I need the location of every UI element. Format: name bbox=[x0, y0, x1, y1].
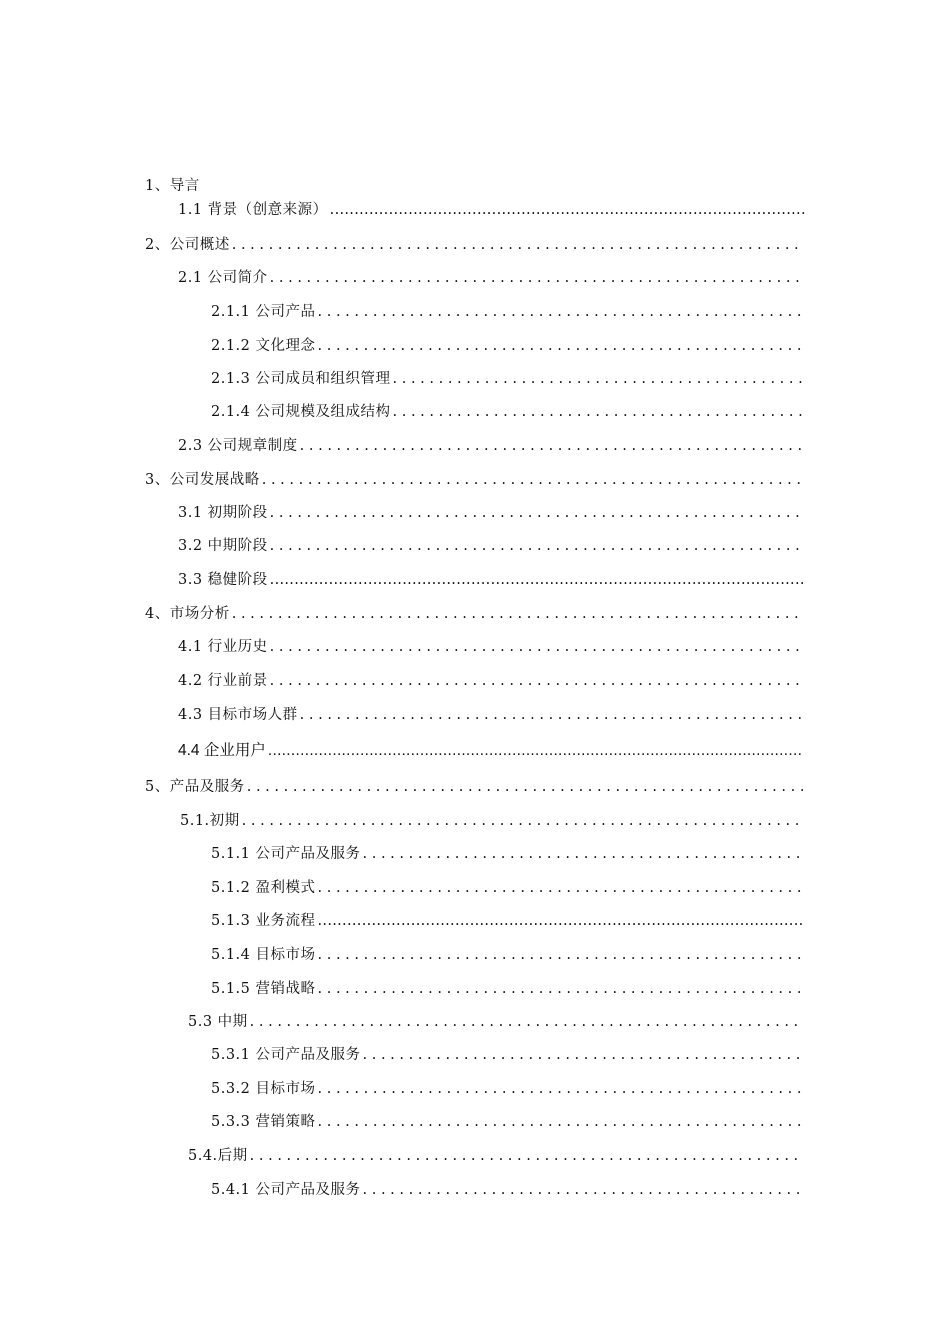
toc-entry[interactable] bbox=[178, 201, 807, 219]
toc-entry[interactable] bbox=[211, 1080, 803, 1098]
toc-entry[interactable] bbox=[211, 303, 803, 321]
toc-entry-label: 2、公司概述 bbox=[145, 237, 230, 253]
toc-entry-label: 5.1.初期 bbox=[180, 813, 240, 829]
toc-entry-label: 1.1 背景（创意来源） bbox=[178, 202, 328, 218]
toc-entry-label: 2.1 公司简介 bbox=[178, 270, 268, 286]
toc-entry[interactable] bbox=[180, 812, 803, 830]
toc-entry-label: 2.1.4 公司规模及组成结构 bbox=[211, 404, 391, 420]
toc-entry-label: 4.4 企业用户 bbox=[178, 742, 266, 759]
toc-entry-label: 5.3.3 营销策略 bbox=[211, 1114, 316, 1130]
toc-leader bbox=[300, 437, 803, 455]
toc-leader bbox=[318, 303, 803, 321]
toc-entry[interactable] bbox=[211, 946, 803, 964]
toc-entry[interactable] bbox=[178, 638, 803, 656]
toc-leader bbox=[270, 269, 803, 287]
toc-entry-label: 4.1 行业历史 bbox=[178, 639, 268, 655]
toc-entry[interactable] bbox=[211, 912, 803, 930]
toc-entry[interactable] bbox=[211, 337, 803, 355]
toc-entry[interactable] bbox=[178, 504, 803, 522]
toc-leader bbox=[318, 337, 803, 355]
toc-leader bbox=[250, 1013, 803, 1031]
toc-leader bbox=[247, 778, 803, 796]
toc-entry-label: 5.3.1 公司产品及服务 bbox=[211, 1047, 361, 1063]
toc-leader bbox=[363, 1046, 803, 1064]
toc-entry-label: 2.3 公司规章制度 bbox=[178, 438, 298, 454]
toc-entry-label: 5.1.1 公司产品及服务 bbox=[211, 846, 361, 862]
toc-entry-label: 4.3 目标市场人群 bbox=[178, 707, 298, 723]
toc-entry[interactable] bbox=[178, 742, 803, 760]
toc-entry-label: 5.1.2 盈利模式 bbox=[211, 880, 316, 896]
toc-entry[interactable] bbox=[145, 471, 803, 489]
toc-entry[interactable] bbox=[211, 1181, 803, 1199]
toc-entry[interactable] bbox=[211, 403, 803, 421]
toc-entry-label: 5.1.4 目标市场 bbox=[211, 947, 316, 963]
toc-entry-label: 3.3 稳健阶段 bbox=[178, 572, 268, 588]
toc-leader bbox=[318, 946, 803, 964]
toc-entry-label: 3.1 初期阶段 bbox=[178, 505, 268, 521]
toc-entry-label: 5.3.2 目标市场 bbox=[211, 1081, 316, 1097]
toc-entry-label: 4.2 行业前景 bbox=[178, 673, 268, 689]
toc-leader bbox=[393, 403, 803, 421]
toc-leader bbox=[270, 638, 803, 656]
toc-entry-label: 2.1.3 公司成员和组织管理 bbox=[211, 371, 391, 387]
toc-entry-label: 5.4.1 公司产品及服务 bbox=[211, 1182, 361, 1198]
toc-heading-intro: 1、导言 bbox=[145, 178, 200, 194]
toc-leader bbox=[318, 1113, 803, 1131]
toc-entry[interactable] bbox=[178, 537, 803, 555]
toc-leader bbox=[330, 201, 807, 219]
toc-entry-label: 2.1.1 公司产品 bbox=[211, 304, 316, 320]
toc-entry-label: 3、公司发展战略 bbox=[145, 472, 260, 488]
toc-entry[interactable] bbox=[211, 1113, 803, 1131]
toc-leader bbox=[318, 879, 803, 897]
toc-entry[interactable] bbox=[145, 778, 803, 796]
toc-entry[interactable] bbox=[178, 571, 803, 589]
toc-entry[interactable] bbox=[188, 1013, 803, 1031]
toc-entry[interactable] bbox=[211, 370, 803, 388]
toc-leader bbox=[318, 1080, 803, 1098]
toc-entry[interactable] bbox=[145, 605, 803, 623]
toc-leader bbox=[318, 912, 803, 930]
toc-leader bbox=[232, 236, 803, 254]
toc-entry-label: 5.1.3 业务流程 bbox=[211, 913, 316, 929]
toc-entry-label: 4、市场分析 bbox=[145, 606, 230, 622]
toc-leader bbox=[270, 571, 803, 589]
toc-entry-label: 2.1.2 文化理念 bbox=[211, 338, 316, 354]
toc-entry[interactable] bbox=[178, 706, 803, 724]
toc-leader bbox=[300, 706, 803, 724]
toc-entry[interactable] bbox=[211, 980, 803, 998]
toc-entry[interactable] bbox=[211, 879, 803, 897]
toc-leader bbox=[250, 1147, 803, 1165]
toc-entry-label: 5.4.后期 bbox=[188, 1148, 248, 1164]
toc-entry[interactable] bbox=[211, 1046, 803, 1064]
toc-leader bbox=[363, 845, 803, 863]
toc-leader bbox=[242, 812, 803, 830]
toc-leader bbox=[318, 980, 803, 998]
toc-leader bbox=[262, 471, 803, 489]
toc-entry-label: 3.2 中期阶段 bbox=[178, 538, 268, 554]
toc-entry[interactable] bbox=[211, 845, 803, 863]
toc-leader bbox=[363, 1181, 803, 1199]
toc-leader bbox=[270, 672, 803, 690]
toc-leader bbox=[232, 605, 803, 623]
toc-entry[interactable] bbox=[145, 236, 803, 254]
toc-entry[interactable] bbox=[178, 672, 803, 690]
toc-entry[interactable] bbox=[178, 437, 803, 455]
toc-leader bbox=[270, 504, 803, 522]
toc-entry-label: 5.1.5 营销战略 bbox=[211, 981, 316, 997]
toc-leader bbox=[393, 370, 803, 388]
toc-entry[interactable] bbox=[178, 269, 803, 287]
toc-entry-label: 5.3 中期 bbox=[188, 1014, 248, 1030]
toc-entry[interactable] bbox=[188, 1147, 803, 1165]
toc-leader bbox=[268, 742, 803, 760]
toc-leader bbox=[270, 537, 803, 555]
toc-entry-label: 5、产品及服务 bbox=[145, 779, 245, 795]
